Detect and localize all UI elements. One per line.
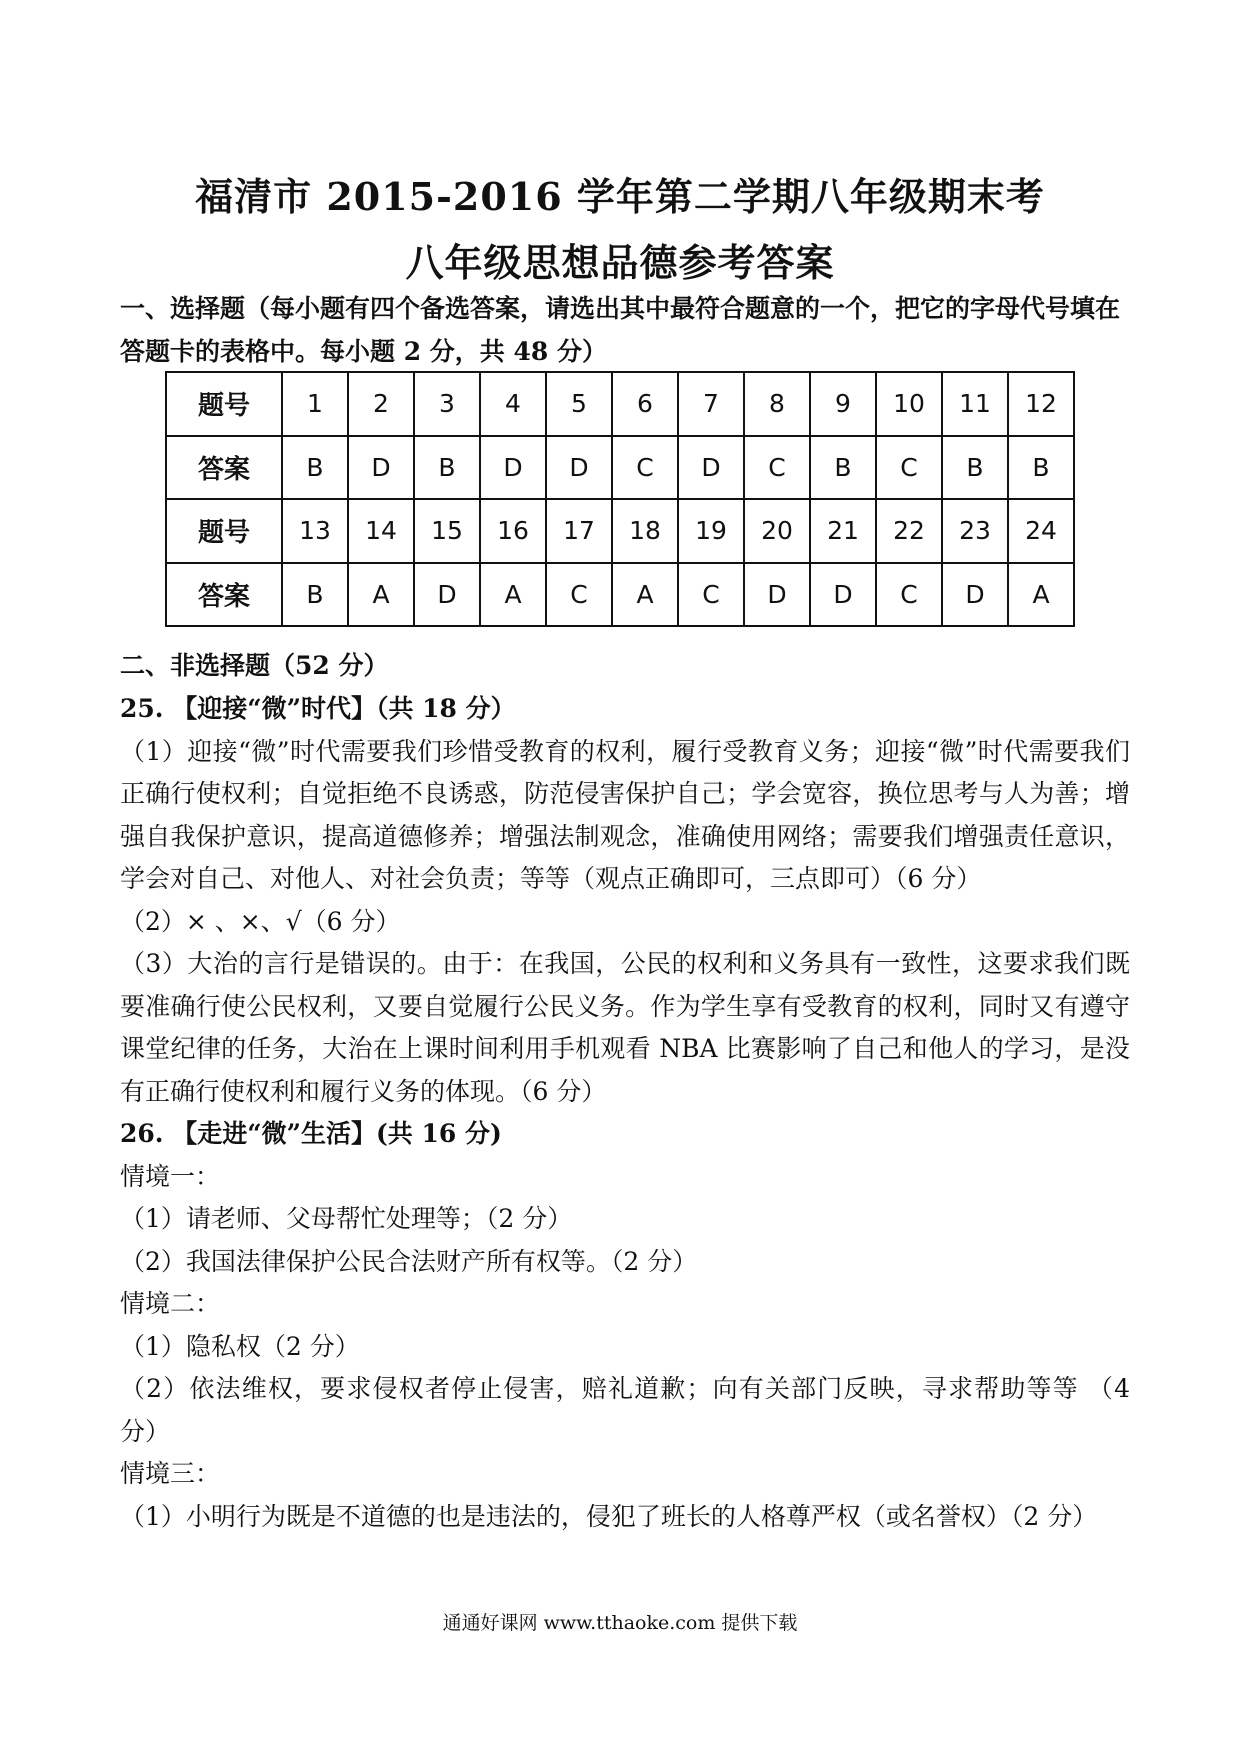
table-cell: C <box>612 436 678 500</box>
table-cell: 题号 <box>166 499 282 563</box>
table-cell: 18 <box>612 499 678 563</box>
table-cell: 答案 <box>166 563 282 627</box>
table-cell: 6 <box>612 372 678 436</box>
question-25-part-1: （1）迎接“微”时代需要我们珍惜受教育的权利，履行受教育义务；迎接“微”时代需要我们正确行使权利；自觉拒绝不良诱惑，防范侵害保护自己；学会宽容，换位思考与人为善；增强自我保护意识，提高道德修养；增强法制观念，准确使用网络；需要我们增强责任意识，学会对自己、对他人、对社会负责；等等（观点正确即可，三点即可）（6 分） <box>120 736 1130 893</box>
section-choice-heading: 一、选择题（每小题有四个备选答案，请选出其中最符合题意的一个，把它的字母代号填在答题卡的表格中。每小题 2 分，共 48 分） <box>120 294 1121 366</box>
table-cell: 3 <box>414 372 480 436</box>
scenario-2-answer-1: （1）隐私权（2 分） <box>120 1331 360 1361</box>
table-cell: 11 <box>942 372 1008 436</box>
table-cell: 8 <box>744 372 810 436</box>
table-cell: C <box>678 563 744 627</box>
table-cell: D <box>744 563 810 627</box>
essay-answers <box>120 688 1130 1538</box>
table-cell: 9 <box>810 372 876 436</box>
table-cell: 7 <box>678 372 744 436</box>
table-cell: D <box>546 436 612 500</box>
scenario-3-answer-1: （1）小明行为既是不道德的也是违法的，侵犯了班长的人格尊严权（或名誉权）（2 分） <box>120 1501 1098 1531</box>
table-cell: 13 <box>282 499 348 563</box>
table-cell: 答案 <box>166 436 282 500</box>
table-cell: 22 <box>876 499 942 563</box>
table-cell: 16 <box>480 499 546 563</box>
table-cell: 4 <box>480 372 546 436</box>
table-cell: 24 <box>1008 499 1074 563</box>
table-cell: D <box>942 563 1008 627</box>
table-cell: B <box>282 563 348 627</box>
scenario-2-answer-2: （2）依法维权，要求侵权者停止侵害，赔礼道歉；向有关部门反映，寻求帮助等等 （4 分） <box>120 1374 1130 1446</box>
table-cell: 23 <box>942 499 1008 563</box>
table-cell: C <box>876 436 942 500</box>
table-cell: C <box>876 563 942 627</box>
table-row <box>166 436 1074 500</box>
document-title: 福清市 2015-2016 学年第二学期八年级期末考 <box>195 174 1045 219</box>
table-cell: 2 <box>348 372 414 436</box>
table-cell: A <box>1008 563 1074 627</box>
table-cell: B <box>1008 436 1074 500</box>
table-cell: D <box>348 436 414 500</box>
table-cell: 5 <box>546 372 612 436</box>
table-cell: D <box>480 436 546 500</box>
table-cell: 15 <box>414 499 480 563</box>
scenario-3-label: 情境三： <box>120 1459 221 1488</box>
table-row <box>166 372 1074 436</box>
question-26-heading: 26. 【走进“微”生活】(共 16 分) <box>120 1119 502 1148</box>
scenario-2-label: 情境二： <box>120 1289 221 1318</box>
scenario-1-answer-2: （2）我国法律保护公民合法财产所有权等。（2 分） <box>120 1246 698 1276</box>
section-essay-heading: 二、非选择题（52 分） <box>120 651 389 680</box>
table-row <box>166 499 1074 563</box>
table-cell: D <box>678 436 744 500</box>
table-cell: 1 <box>282 372 348 436</box>
table-cell: 题号 <box>166 372 282 436</box>
choice-answer-table <box>165 371 1075 627</box>
page-footer: 通通好课网 www.tthaoke.com 提供下载 <box>442 1612 798 1634</box>
question-25-part-3: （3）大治的言行是错误的。由于：在我国，公民的权利和义务具有一致性，这要求我们既要准确行使公民权利，又要自觉履行公民义务。作为学生享有受教育的权利，同时又有遵守课堂纪律的任务，大治在上课时间利用手机观看 NBA 比赛影响了自己和他人的学习，是没有正确行使权利和履行义务的体现。（6 分） <box>120 949 1130 1106</box>
question-25-heading: 25. 【迎接“微”时代】（共 18 分） <box>120 694 516 723</box>
table-row <box>166 563 1074 627</box>
table-cell: A <box>612 563 678 627</box>
table-cell: 12 <box>1008 372 1074 436</box>
table-cell: 14 <box>348 499 414 563</box>
document-subtitle: 八年级思想品德参考答案 <box>405 240 835 285</box>
table-cell: B <box>282 436 348 500</box>
table-cell: A <box>348 563 414 627</box>
table-cell: D <box>414 563 480 627</box>
table-cell: C <box>546 563 612 627</box>
table-cell: C <box>744 436 810 500</box>
scenario-1-label: 情境一： <box>120 1161 221 1191</box>
table-cell: 19 <box>678 499 744 563</box>
table-cell: 20 <box>744 499 810 563</box>
table-cell: A <box>480 563 546 627</box>
table-cell: B <box>942 436 1008 500</box>
scenario-1-answer-1: （1）请老师、父母帮忙处理等；（2 分） <box>120 1204 573 1233</box>
table-cell: 10 <box>876 372 942 436</box>
table-cell: B <box>414 436 480 500</box>
table-cell: B <box>810 436 876 500</box>
question-25-part-2: （2）× 、×、√（6 分） <box>120 906 401 936</box>
table-cell: 21 <box>810 499 876 563</box>
table-cell: D <box>810 563 876 627</box>
table-cell: 17 <box>546 499 612 563</box>
